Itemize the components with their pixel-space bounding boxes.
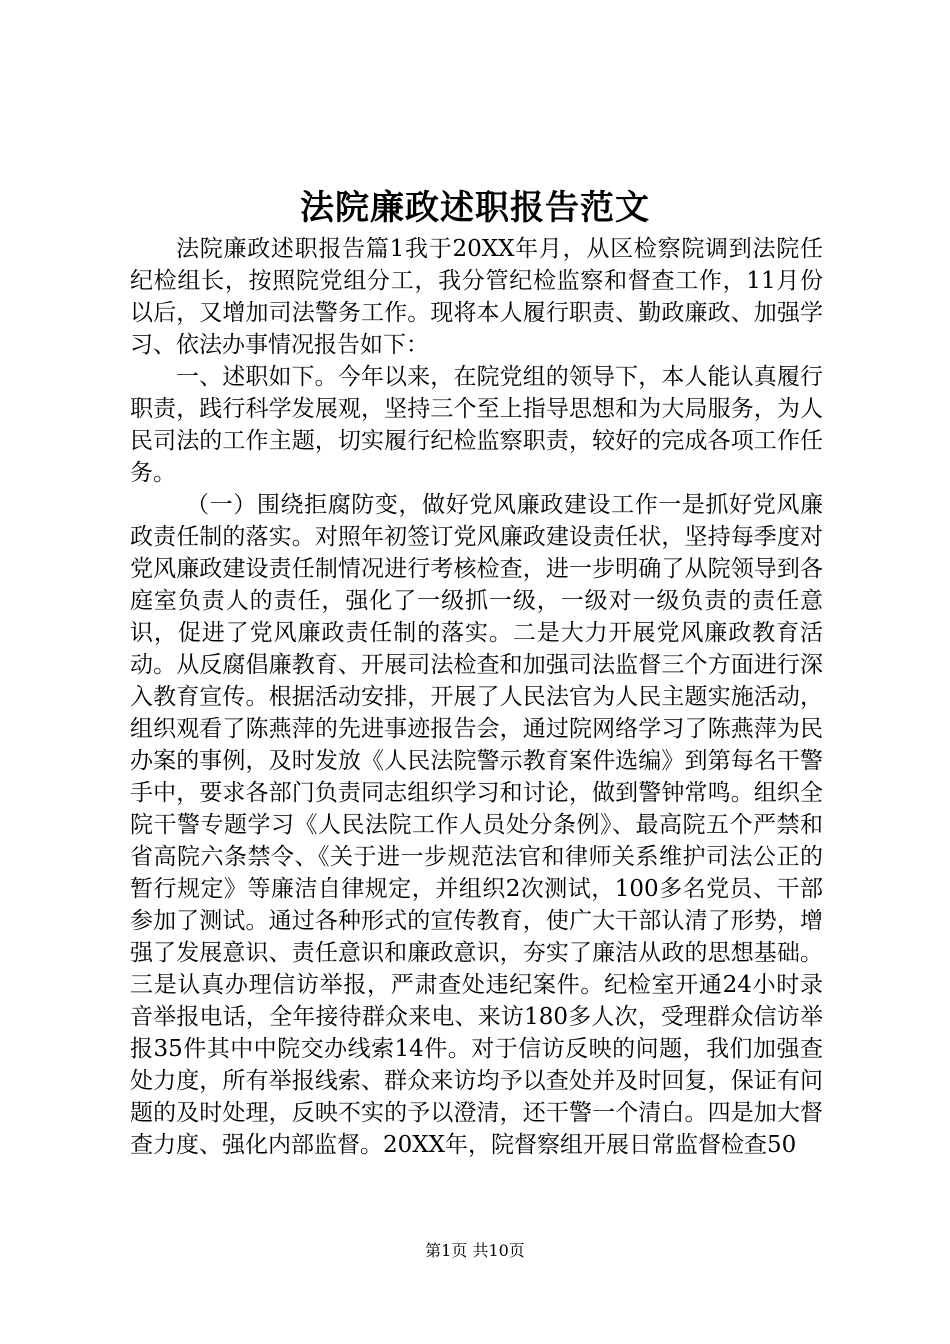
paragraph-section-one: 一、述职如下。今年以来，在院党组的领导下，本人能认真履行职责，践行科学发展观，坚持三个至上指导思想和为大局服务，为人民司法的工作主题，切实履行纪检监察职责，较好的完成各项工作任务。 — [130, 364, 823, 486]
paragraph-intro: 法院廉政述职报告篇1我于20XX年月，从区检察院调到法院任纪检组长，按照院党组分工，我分管纪检监察和督查工作，11月份以后，又增加司法警务工作。现将本人履行职责、勤政廉政、加强学习、依法办事情况报告如下： — [130, 236, 823, 358]
document-title: 法院廉政述职报告范文 — [300, 188, 650, 228]
document-body — [130, 233, 823, 1161]
paragraph-subsection-one: （一）围绕拒腐防变，做好党风廉政建设工作一是抓好党风廉政责任制的落实。对照年初签订党风廉政建设责任状，坚持每季度对党风廉政建设责任制情况进行考核检查，进一步明确了从院领导到各庭室负责人的责任，强化了一级抓一级，一级对一级负责的责任意识，促进了党风廉政责任制的落实。二是大力开展党风廉政教育活动。从反腐倡廉教育、开展司法检查和加强司法监督三个方面进行深入教育宣传。根据活动安排，开展了人民法官为人民主题实施活动，组织观看了陈燕萍的先进事迹报告会，通过院网络学习了陈燕萍为民办案的事例，及时发放《人民法院警示教育案件选编》到第每名干警手中，要求各部门负责同志组织学习和讨论，做到警钟常鸣。组织全院干警专题学习《人民法院工作人员处分条例》、最高院五个严禁和省高院六条禁令、《关于进一步规范法官和律师关系维护司法公正的暂行规定》等廉洁自律规定，并组织2次测试，100多名党员、干部参加了测试。通过各种形式的宣传教育，使广大干部认清了形势，增强了发展意识、责任意识和廉政意识，夯实了廉洁从政的思想基础。三是认真办理信访举报，严肃查处违纪案件。纪检室开通24小时录音举报电话，全年接待群众来电、来访180多人次，受理群众信访举报35件其中中院交办线索14件。对于信访反映的问题，我们加强查处力度，所有举报线索、群众来访均予以查处并及时回复，保证有问题的及时处理，反映不实的予以澄清，还干警一个清白。四是加大督查力度、强化内部监督。20XX年，院督察组开展日常监督检查50 — [130, 492, 823, 1158]
page-number-footer: 第1页 共10页 — [425, 1241, 525, 1260]
